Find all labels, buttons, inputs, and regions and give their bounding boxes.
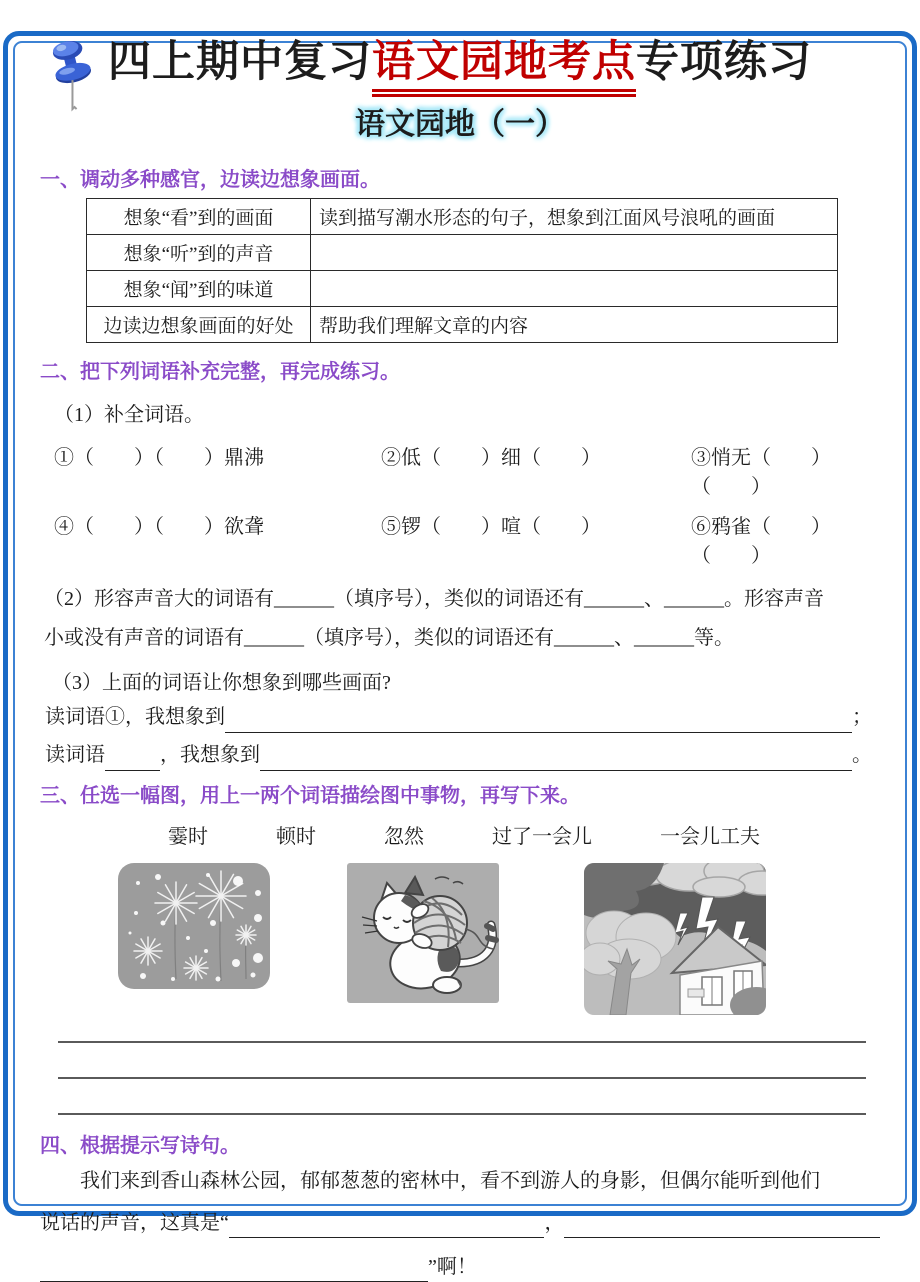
storm-image [584, 863, 766, 1015]
cat-yarn-image [347, 863, 499, 1003]
word-bank-item: 忽然 [384, 826, 424, 848]
answer1-end: ； [852, 706, 872, 728]
page-subtitle: 语文园地（一） [355, 107, 565, 142]
table-value-cell: 帮助我们理解文章的内容 [311, 307, 838, 343]
table-label-cell: 想象“听”到的声音 [87, 235, 311, 271]
word-item: ②低（ ）细（ ） [381, 447, 601, 469]
paragraph-line2-lead: 说话的声音，这真是“ [40, 1212, 229, 1234]
section1-heading: 一、调动多种感官，边读边想象画面。 [40, 167, 380, 191]
paragraph-end: ”啊！ [428, 1256, 477, 1278]
table-value-cell [311, 271, 838, 307]
poem-blank-2b [40, 1256, 428, 1282]
word-item: ④（ ）（ ）欲聋 [54, 516, 264, 538]
answer2-blank [260, 770, 852, 771]
table-value-cell [311, 235, 838, 271]
word-item: ③悄无（ ）（ ） [691, 447, 831, 498]
word-bank-item: 过了一会儿 [492, 826, 592, 848]
section2-heading: 二、把下列词语补充完整，再完成练习。 [40, 359, 400, 383]
title-highlight: 语文园地考点 [372, 37, 636, 97]
table-row [87, 271, 838, 307]
section3-heading: 三、任选一幅图，用上一两个词语描绘图中事物，再写下来。 [40, 783, 580, 807]
table-row [87, 199, 838, 235]
word-item: ①（ ）（ ）鼎沸 [54, 447, 264, 469]
paragraph-line3 [40, 1252, 880, 1282]
word-bank-item: 一会儿工夫 [660, 826, 760, 848]
part1-label: （1）补全词语。 [54, 404, 204, 426]
part2-line2: 小或没有声音的词语有______（填序号），类似的词语还有______、______等。 [44, 627, 734, 649]
part2-line1: （2）形容声音大的词语有______（填序号），类似的词语还有______、______。形容声音 [44, 588, 824, 610]
table-value-cell: 读到描写潮水形态的句子，想象到江面风号浪吼的画面 [311, 199, 838, 235]
answer-line-2 [45, 739, 872, 771]
paragraph-line2 [40, 1208, 880, 1238]
poem-prompt-paragraph [40, 1166, 880, 1282]
word-bank-item: 顿时 [276, 826, 316, 848]
answer2-lead: 读词语 [45, 744, 105, 766]
writing-line [58, 1113, 866, 1115]
answer-line-1 [45, 701, 872, 733]
answer1-blank [225, 732, 852, 733]
sense-imagination-table [86, 198, 838, 343]
word-completion-grid [54, 441, 880, 568]
word-bank-item: 霎时 [168, 826, 208, 848]
table-label-cell: 边读边想象画面的好处 [87, 307, 311, 343]
table-label-cell: 想象“闻”到的味道 [87, 271, 311, 307]
answer2-mid: ，我想象到 [160, 744, 260, 766]
paragraph-line1: 我们来到香山森林公园，郁郁葱葱的密林中，看不到游人的身影，但偶尔能听到他们 [80, 1170, 820, 1192]
page-title [40, 28, 880, 89]
answer2-end: 。 [852, 744, 872, 766]
word-bank [40, 820, 880, 849]
picture-row [40, 863, 880, 1015]
poem-blank-2a [564, 1212, 880, 1238]
table-row [87, 235, 838, 271]
paragraph-comma: ， [544, 1212, 565, 1234]
poem-blank-1 [229, 1212, 545, 1238]
section4-heading: 四、根据提示写诗句。 [40, 1133, 240, 1157]
part2-question [44, 580, 880, 658]
answer2-small-blank [105, 745, 160, 771]
word-item: ⑤锣（ ）喧（ ） [381, 516, 601, 538]
writing-line [58, 1077, 866, 1079]
part3-label: （3）上面的词语让你想象到哪些画面? [52, 672, 391, 694]
writing-line [58, 1041, 866, 1043]
table-label-cell: 想象“看”到的画面 [87, 199, 311, 235]
fireworks-image [118, 863, 270, 989]
word-item: ⑥鸦雀（ ）（ ） [691, 516, 831, 567]
worksheet-page [0, 28, 920, 1278]
title-suffix: 专项练习 [636, 37, 812, 87]
title-prefix: 四上期中复习 [108, 37, 372, 87]
answer1-lead: 读词语①，我想象到 [45, 706, 225, 728]
table-row [87, 307, 838, 343]
